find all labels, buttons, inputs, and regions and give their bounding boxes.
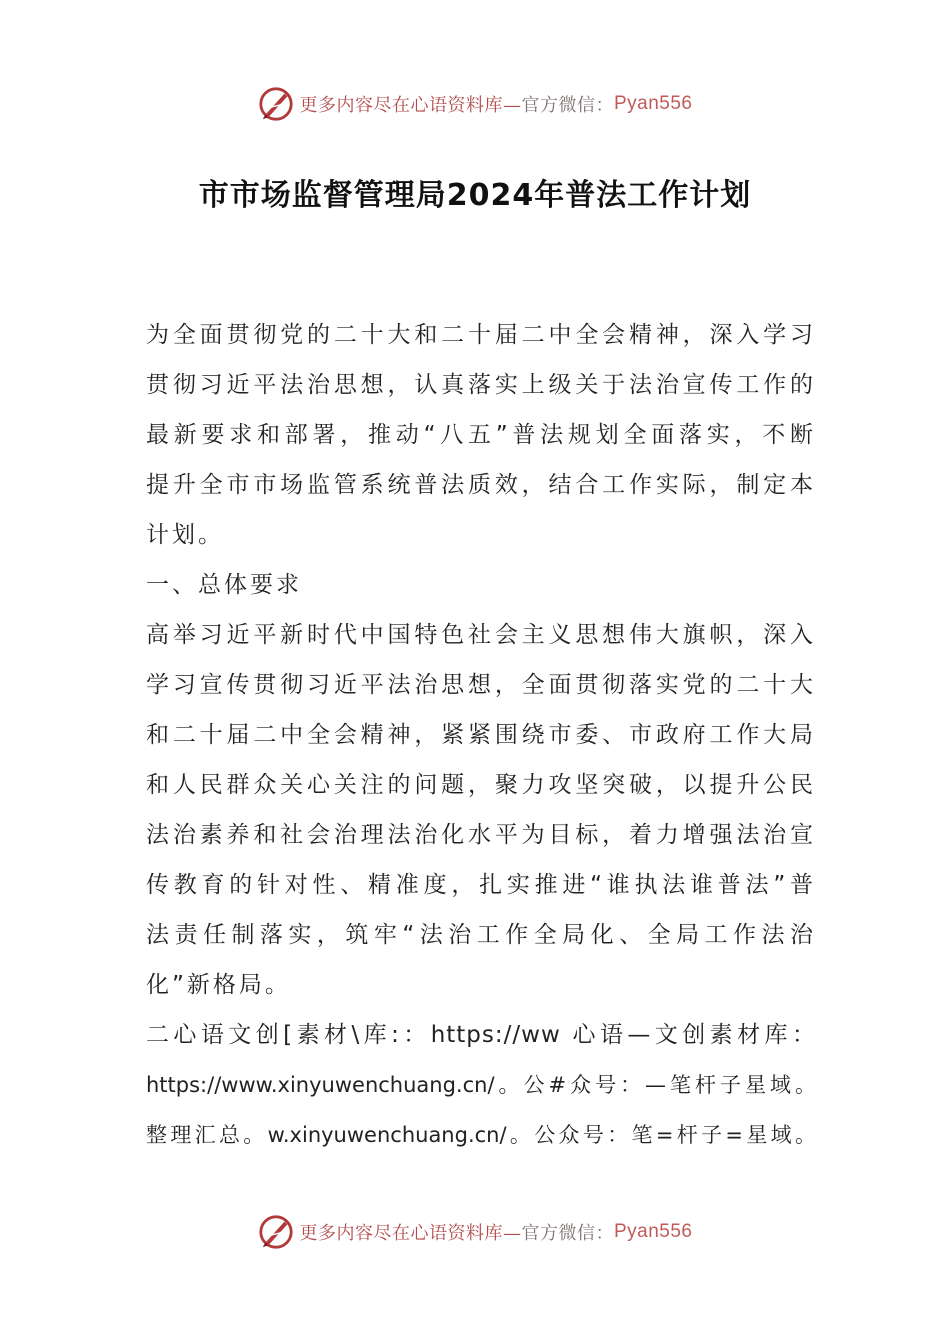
document-body [146, 310, 816, 1160]
watermark-line: 整理汇总。w.xinyuwenchuang.cn/。公众号：笔=杆子=星域。 [146, 1123, 816, 1147]
body-line: 法责任制落实，筑牢“法治工作全局化、全局工作法治 [146, 922, 816, 948]
footer-wechat-label: 官方微信： [521, 1223, 614, 1244]
body-line: 提升全市市场监管系统普法质效，结合工作实际，制定本 [146, 472, 816, 498]
pen-logo-icon [257, 85, 295, 123]
body-line: 计划。 [146, 522, 224, 548]
section-heading: 一、总体要求 [146, 572, 302, 598]
body-line: 高举习近平新时代中国特色社会主义思想伟大旗帜，深入 [146, 622, 816, 648]
pen-logo-icon [257, 1213, 295, 1251]
header-banner-text: 更多内容尽在心语资料库— [299, 95, 522, 116]
header-wechat-id: Pyan556 [613, 93, 693, 114]
document-title: 市市场监督管理局2024年普法工作计划 [198, 178, 752, 213]
body-line: 化”新格局。 [146, 972, 291, 998]
body-line: 传教育的针对性、精准度，扎实推进“谁执法谁普法”普 [146, 872, 816, 898]
body-line: 和人民群众关心关注的问题，聚力攻坚突破，以提升公民 [146, 772, 816, 798]
header-wechat-label: 官方微信： [521, 95, 614, 116]
header-banner [0, 84, 950, 124]
footer-wechat-id: Pyan556 [613, 1221, 693, 1242]
body-line: 和二十届二中全会精神，紧紧围绕市委、市政府工作大局 [146, 722, 816, 748]
body-line: 法治素养和社会治理法治化水平为目标，着力增强法治宣 [146, 822, 816, 848]
footer-banner-text: 更多内容尽在心语资料库— [299, 1223, 522, 1244]
watermark-line: 二心语文创[素材\库:：https://ww 心语—文创素材库： [146, 1022, 816, 1048]
body-line: 最新要求和部署，推动“八五”普法规划全面落实，不断 [146, 422, 816, 448]
body-line: 学习宣传贯彻习近平法治思想，全面贯彻落实党的二十大 [146, 672, 816, 698]
footer-banner [0, 1212, 950, 1252]
body-line: 为全面贯彻党的二十大和二十届二中全会精神，深入学习 [146, 322, 816, 348]
body-line: 贯彻习近平法治思想，认真落实上级关于法治宣传工作的 [146, 372, 816, 398]
watermark-line: https://www.xinyuwenchuang.cn/。公#众号：—笔杆子星域。 [146, 1073, 816, 1097]
